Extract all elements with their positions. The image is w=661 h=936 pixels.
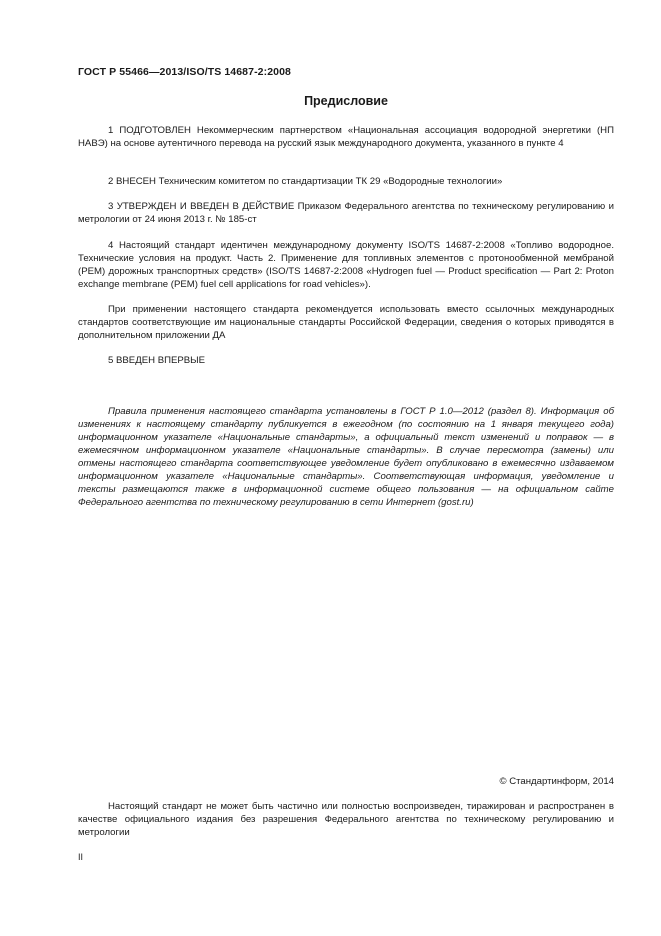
paragraph-text: 4 Настоящий стандарт идентичен международному документу ISO/TS 14687-2:2008 «Топливо водородное. Технические условия на продукт. Часть 2. Применение для топливных элементов с протонообменной мембраной (PEM) дорожных транспортных средств» (ISO/TS 14687-2:2008 «Hydrogen fuel — Product specification — Part 2: Proton exchange membrane (PEM) fuel cell applications for road vehicles»). <box>78 240 614 290</box>
page-number: II <box>78 852 84 862</box>
notice-text: Правила применения настоящего стандарта установлены в ГОСТ Р 1.0—2012 (раздел 8). Информация об изменениях к настоящему стандарту публикуется в ежегодном (по состоянию на 1 января текущего года) информационном указателе «Национальные стандарты», а официальный текст изменений и поправок — в ежемесячном информационном указателе «Национальные стандарты». В случае пересмотра (замены) или отмены настоящего стандарта соответствующее уведомление будет опубликовано в ежемесячно издаваемом информационном указателе «Национальные стандарты». Соответствующая информация, уведомление и тексты размещаются также в информационной системе общего пользования — на официальном сайте Федерального агентства по техническому регулированию в сети Интернет (gost.ru) <box>78 406 614 508</box>
document-code: ГОСТ Р 55466—2013/ISO/TS 14687-2:2008 <box>78 66 291 78</box>
page-title: Предисловие <box>304 94 388 108</box>
copyright-line: © Стандартинформ, 2014 <box>499 776 614 787</box>
paragraph-text: 3 УТВЕРЖДЕН И ВВЕДЕН В ДЕЙСТВИЕ Приказом Федерального агентства по техническому регулированию и метрологии от 24 июня 2013 г. № 185-ст <box>78 201 614 225</box>
paragraph-text: 2 ВНЕСЕН Техническим комитетом по стандартизации ТК 29 «Водородные технологии» <box>108 176 503 187</box>
foreword-item-3 <box>78 200 614 226</box>
application-rules-notice <box>78 405 614 509</box>
reproduction-notice <box>78 800 614 839</box>
foreword-item-4 <box>78 239 614 291</box>
foreword-item-4-note <box>78 303 614 342</box>
reproduction-text: Настоящий стандарт не может быть частично или полностью воспроизведен, тиражирован и распространен в качестве официального издания без разрешения Федерального агентства по техническому регулированию и метрологии <box>78 801 614 838</box>
paragraph-text: 5 ВВЕДЕН ВПЕРВЫЕ <box>108 355 206 366</box>
foreword-item-5 <box>78 354 614 367</box>
paragraph-text: При применении настоящего стандарта рекомендуется использовать вместо ссылочных международных стандартов соответствующие им национальные стандарты Российской Федерации, сведения о которых приводятся в дополнительном приложении ДА <box>78 304 614 341</box>
foreword-item-2 <box>78 175 614 188</box>
paragraph-text: 1 ПОДГОТОВЛЕН Некоммерческим партнерством «Национальная ассоциация водородной энергетики (НП НАВЭ) на основе аутентичного перевода на русский язык международного документа, указанного в пункте 4 <box>78 125 614 149</box>
foreword-item-1 <box>78 124 614 150</box>
